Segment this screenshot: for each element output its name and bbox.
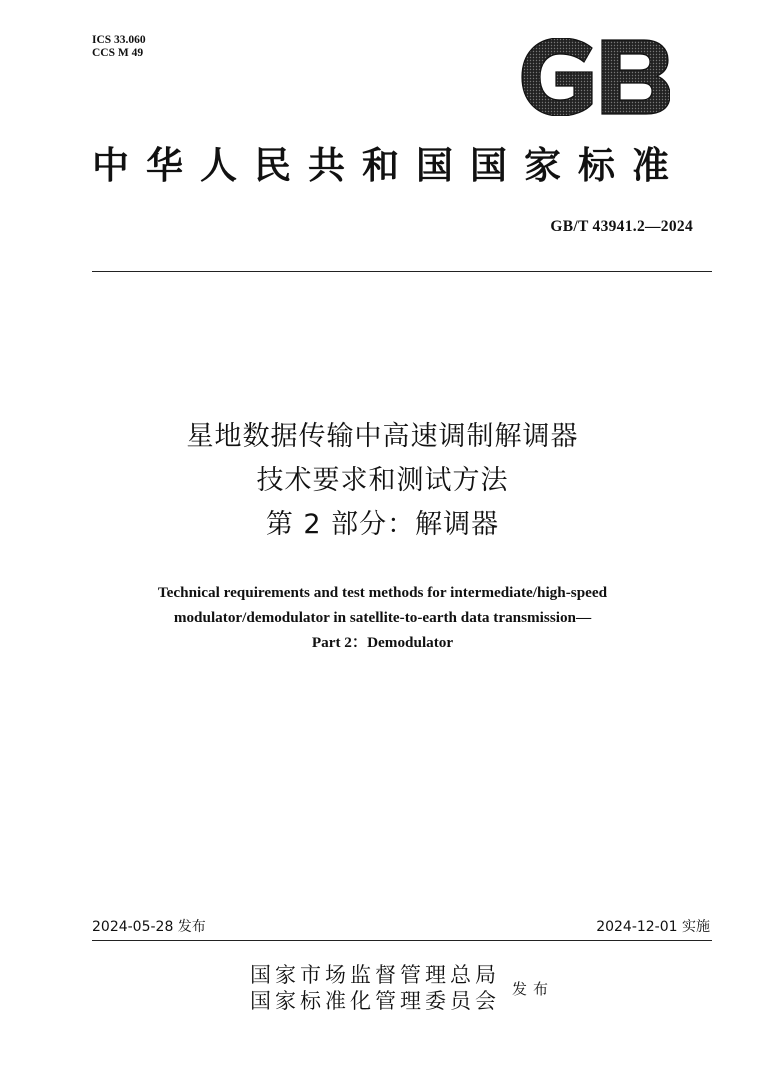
chinese-title	[0, 415, 765, 547]
national-standard-title: 中华人民共和国国家标准	[92, 143, 686, 187]
chinese-title-line-3: 第 2 部分：解调器	[265, 509, 500, 540]
classification-codes	[92, 34, 146, 60]
standard-number: GB/T 43941.2—2024	[550, 218, 693, 235]
english-title-line-3: Part 2：Demodulator	[311, 634, 454, 651]
issuing-authorities	[250, 962, 500, 1014]
issuer-sac: 国家标准化管理委员会	[250, 989, 500, 1013]
ics-code: ICS 33.060	[92, 34, 146, 46]
header-divider	[92, 271, 712, 272]
english-title-line-1: Technical requirements and test methods for intermediate/high-speed	[157, 584, 608, 601]
chinese-title-line-1: 星地数据传输中高速调制解调器	[186, 421, 579, 452]
issuer-samr: 国家市场监督管理总局	[250, 963, 500, 987]
english-title	[0, 580, 765, 655]
gb-logo-icon	[520, 38, 670, 116]
publish-label: 发布	[512, 980, 555, 998]
footer-divider	[92, 940, 712, 941]
issue-date: 2024-05-28 发布	[92, 919, 206, 935]
ccs-code: CCS M 49	[92, 47, 144, 59]
effective-date: 2024-12-01 实施	[596, 919, 710, 935]
chinese-title-line-2: 技术要求和测试方法	[256, 465, 509, 496]
english-title-line-2: modulator/demodulator in satellite-to-earth data transmission—	[173, 609, 592, 626]
